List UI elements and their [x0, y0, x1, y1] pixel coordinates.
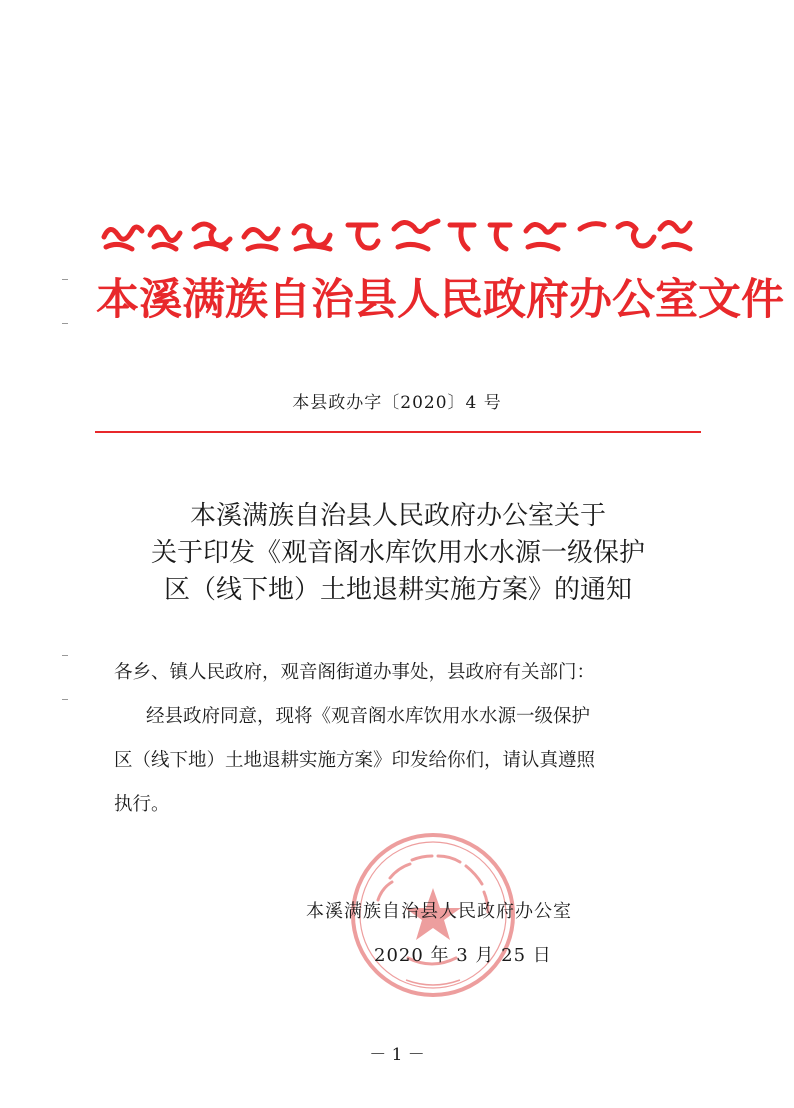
document-number: 本县政办字〔2020〕4 号 — [292, 393, 502, 413]
document-title-line-2: 关于印发《观音阁水库饮用水水源一级保护 — [150, 538, 645, 568]
masthead-char: 府 — [526, 274, 569, 325]
masthead-char: 公 — [612, 274, 655, 325]
red-divider-line — [95, 431, 701, 433]
masthead-char: 办 — [569, 274, 612, 325]
masthead-char: 人 — [397, 274, 440, 325]
body-paragraph-line: 执行。 — [114, 794, 170, 815]
masthead-char: 治 — [311, 274, 354, 325]
masthead-char: 民 — [440, 274, 483, 325]
manchu-script-icon — [98, 207, 698, 259]
document-title-line-3: 区（线下地）土地退耕实施方案》的通知 — [163, 575, 632, 605]
issue-date: 2020 年 3 月 25 日 — [374, 945, 552, 966]
body-paragraph-line: 区（线下地）土地退耕实施方案》印发给你们，请认真遵照 — [114, 750, 596, 771]
scan-mark — [62, 699, 68, 700]
issuing-authority: 本溪满族自治县人民政府办公室 — [306, 901, 572, 922]
masthead-char: 文 — [698, 274, 741, 325]
page-number: － 1 － — [369, 1045, 425, 1065]
addressee-line: 各乡、镇人民政府，观音阁街道办事处，县政府有关部门： — [114, 662, 596, 683]
masthead-char: 本 — [96, 274, 139, 325]
masthead-char: 满 — [182, 274, 225, 325]
document-title-line-1: 本溪满族自治县人民政府办公室关于 — [189, 501, 606, 531]
masthead-char: 族 — [225, 274, 268, 325]
masthead-char: 政 — [483, 274, 526, 325]
masthead-char: 溪 — [139, 274, 182, 325]
masthead-title — [96, 256, 784, 336]
scan-mark — [62, 655, 68, 656]
masthead-char: 室 — [655, 274, 698, 325]
masthead-char: 自 — [268, 274, 311, 325]
masthead-char: 县 — [354, 274, 397, 325]
scan-mark — [62, 323, 68, 324]
scan-mark — [62, 279, 68, 280]
body-paragraph-line: 经县政府同意，现将《观音阁水库饮用水水源一级保护 — [146, 706, 591, 727]
masthead-char: 件 — [741, 274, 784, 325]
